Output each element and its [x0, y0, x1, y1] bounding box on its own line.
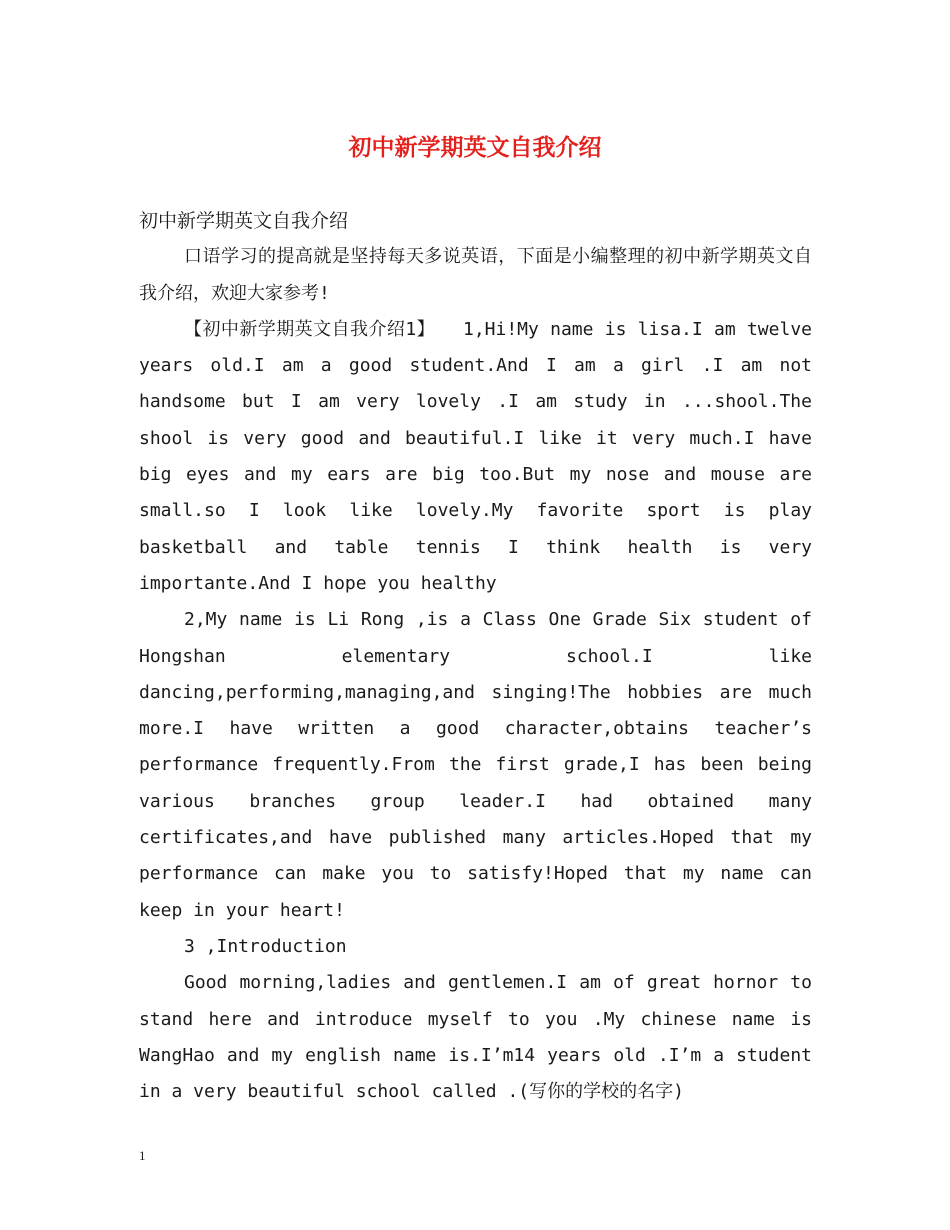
- document-subtitle: 初中新学期英文自我介绍: [139, 210, 349, 232]
- document-body: [139, 203, 812, 1110]
- sample-paragraph-2: 2,My name is Li Rong ,is a Class One Grade Six student of Hongshan elementary school.I like dancing,performing,managing,and singing!The hobbies are much more.I have written a good character,obtains teacher’s performance frequently.From the first grade,I has been being various branches group leader.I had obtained many certificates,and have published many articles.Hoped that my performance can make you to satisfy!Hoped that my name can keep in your heart!: [139, 609, 812, 921]
- sample-heading-3: 3 ,Introduction: [184, 935, 347, 957]
- document-title: 初中新学期英文自我介绍: [348, 134, 602, 161]
- intro-paragraph: 口语学习的提高就是坚持每天多说英语，下面是小编整理的初中新学期英文自我介绍，欢迎大家参考!: [139, 246, 812, 304]
- page-number: 1: [139, 1148, 146, 1163]
- sample-paragraph-3: Good morning,ladies and gentlemen.I am of great hornor to stand here and introduce myself to you .My chinese name is WangHao and my english name is.I’m14 years old .I’m a student in a very beautiful school called .(写你的学校的名字): [139, 972, 812, 1103]
- sample-paragraph-1: 【初中新学期英文自我介绍1】 1,Hi!My name is lisa.I am twelve years old.I am a good student.And I am a girl .I am not handsome but I am very lovely .I am study in ...shool.The shool is very good and beautiful.I like it very much.I have big eyes and my ears are big too.But my nose and mouse are small.so I look like lovely.My favorite sport is play basketball and table tennis I think health is very importante.And I hope you healthy: [139, 318, 812, 594]
